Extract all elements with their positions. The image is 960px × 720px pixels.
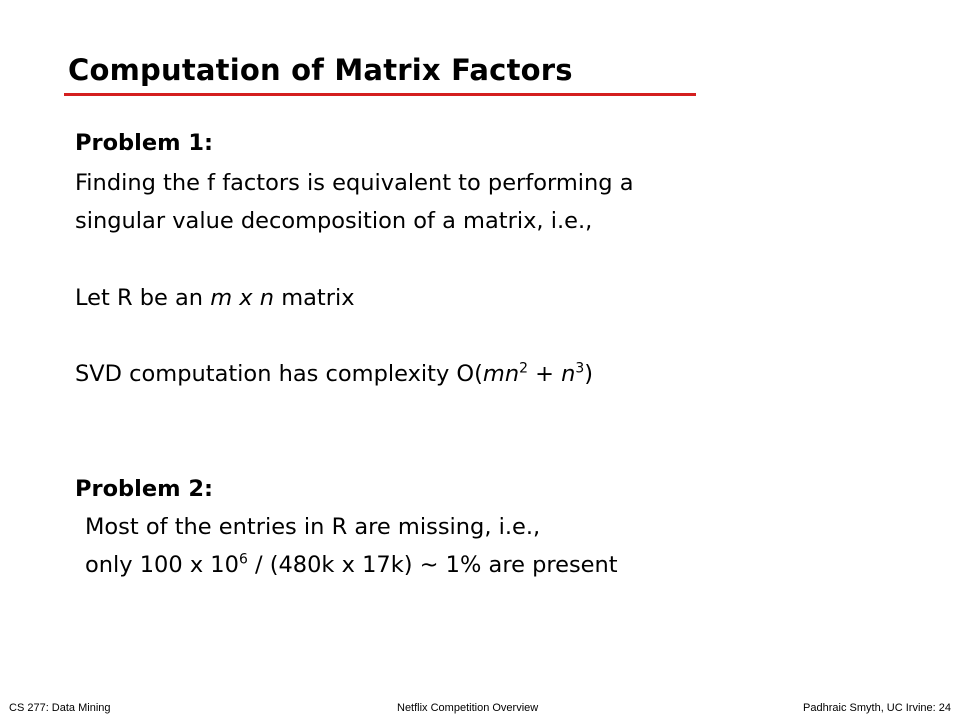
matrix-definition-suffix: matrix xyxy=(274,285,355,311)
problem2-line1: Most of the entries in R are missing, i.e., xyxy=(85,514,541,540)
matrix-m-variable: m xyxy=(210,285,233,311)
problem2-exponent: 6 xyxy=(238,551,248,568)
svd-n: n xyxy=(561,361,576,387)
matrix-definition-prefix: Let R be an xyxy=(75,285,211,311)
problem1-line1: Finding the f factors is equivalent to performing a xyxy=(75,170,634,196)
problem2-line2 xyxy=(85,551,618,578)
svd-plus: + xyxy=(527,361,562,387)
problem2-heading: Problem 2: xyxy=(75,476,214,502)
svd-complexity xyxy=(75,360,594,387)
matrix-x-symbol: x xyxy=(232,285,260,311)
footer-author-page: Padhraic Smyth, UC Irvine: 24 xyxy=(803,702,951,714)
footer-topic: Netflix Competition Overview xyxy=(397,702,539,714)
problem1-heading: Problem 1: xyxy=(75,130,214,156)
svd-exponent-2: 2 xyxy=(519,360,528,377)
problem2-line2-suffix: / (480k x 17k) ~ 1% are present xyxy=(247,552,618,578)
problem2-line2-prefix: only 100 x 10 xyxy=(85,552,239,578)
svd-prefix: SVD computation has complexity O( xyxy=(75,361,483,387)
svd-close: ) xyxy=(584,361,594,387)
footer-course: CS 277: Data Mining xyxy=(9,702,111,714)
svd-exponent-3: 3 xyxy=(575,360,585,377)
title-underline xyxy=(64,93,696,96)
matrix-definition xyxy=(75,287,355,310)
matrix-n-variable: n xyxy=(259,285,275,311)
svd-mn: mn xyxy=(482,361,520,387)
slide-title: Computation of Matrix Factors xyxy=(68,53,573,87)
problem1-line2: singular value decomposition of a matrix, i.e., xyxy=(75,208,593,234)
